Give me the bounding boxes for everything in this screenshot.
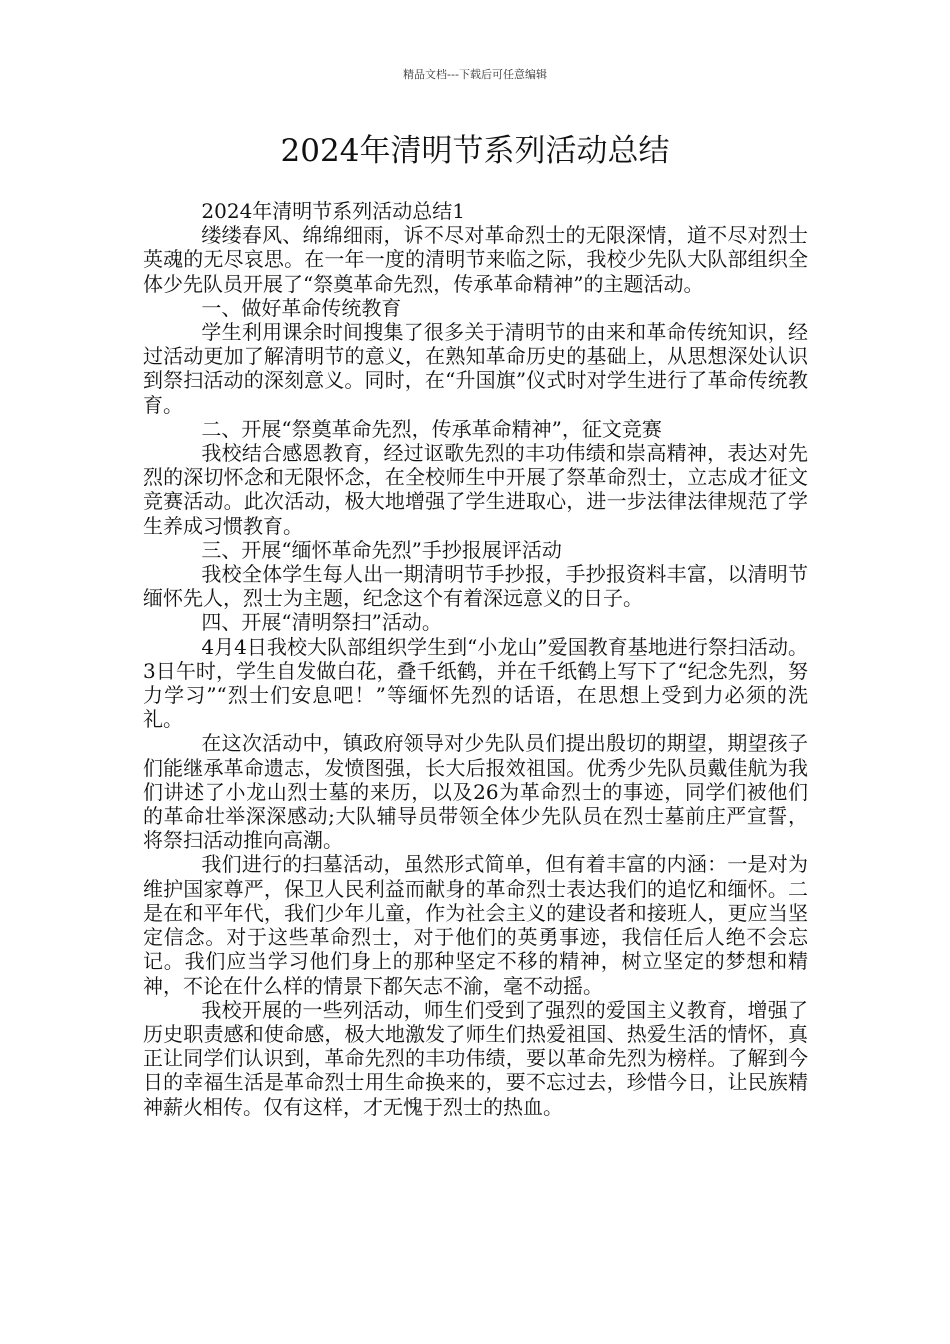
document-title: 2024年清明节系列活动总结	[280, 133, 670, 169]
section-heading-4: 四、开展“清明祭扫”活动。	[201, 610, 442, 635]
paragraph-meaning: 我们进行的扫墓活动，虽然形式简单，但有着丰富的内涵：一是对为维护国家尊严，保卫人民利益而献身的革命烈士表达我们的追忆和缅怀。二是在和平年代，我们少年儿童，作为社会主义的建设者和接班人，更应当坚定信念。对于这些革命烈士，对于他们的英勇事迹，我信任后人绝不会忘记。我们应当学习他们身上的那种坚定不移的精神，树立坚定的梦想和精神，不论在什么样的情景下都矢志不渝，毫不动摇。	[143, 852, 808, 998]
paragraph-activity: 在这次活动中，镇政府领导对少先队员们提出殷切的期望，期望孩子们能继承革命遗志，发愤图强，长大后报效祖国。优秀少先队员戴佳航为我们讲述了小龙山烈士墓的来历，以及26为革命烈士的事迹，同学们被他们的革命壮举深深感动;大队辅导员带领全体少先队员在烈士墓前庄严宣誓，将祭扫活动推向高潮。	[143, 731, 808, 853]
paragraph-section-4: 4月4日我校大队部组织学生到“小龙山”爱国教育基地进行祭扫活动。3日午时，学生自发做白花，叠千纸鹤，并在千纸鹤上写下了“纪念先烈，努力学习”“烈士们安息吧！”等缅怀先烈的话语，在思想上受到力必须的洗礼。	[143, 634, 808, 732]
paragraph-conclusion: 我校开展的一些列活动，师生们受到了强烈的爱国主义教育，增强了历史职责感和使命感，极大地激发了师生们热爱祖国、热爱生活的情怀，真正让同学们认识到，革命先烈的丰功伟绩，要以革命先烈为榜样。了解到今日的幸福生活是革命烈士用生命换来的，要不忘过去，珍惜今日，让民族精神薪火相传。仅有这样，才无愧于烈士的热血。	[143, 997, 808, 1119]
paragraph-section-1: 学生利用课余时间搜集了很多关于清明节的由来和革命传统知识，经过活动更加了解清明节的意义，在熟知革命历史的基础上，从思想深处认识到祭扫活动的深刻意义。同时，在“升国旗”仪式时对学生进行了革命传统教育。	[143, 320, 808, 417]
paragraph-section-3: 我校全体学生每人出一期清明节手抄报，手抄报资料丰富，以清明节缅怀先人，烈士为主题，纪念这个有着深远意义的日子。	[143, 562, 808, 611]
section-heading-3: 三、开展“缅怀革命先烈”手抄报展评活动	[201, 537, 562, 562]
section-heading-1: 一、做好革命传统教育	[201, 295, 402, 320]
page-header-note: 精品文档---下载后可任意编辑	[403, 68, 547, 81]
section-heading-2: 二、开展“祭奠革命先烈，传承革命精神”，征文竞赛	[201, 416, 662, 441]
paragraph-subtitle: 2024年清明节系列活动总结1	[201, 199, 466, 223]
paragraph-intro: 缕缕春风、绵绵细雨，诉不尽对革命烈士的无限深情，道不尽对烈士英魂的无尽哀思。在一年一度的清明节来临之际，我校少先队大队部组织全体少先队员开展了“祭奠革命先烈，传承革命精神”的主题活动。	[143, 223, 808, 296]
paragraph-section-2: 我校结合感恩教育，经过讴歌先烈的丰功伟绩和崇高精神，表达对先烈的深切怀念和无限怀念，在全校师生中开展了祭革命烈士，立志成才征文竞赛活动。此次活动，极大地增强了学生进取心，进一步法律法律规范了学生养成习惯教育。	[143, 441, 808, 538]
document-body	[143, 199, 808, 1119]
